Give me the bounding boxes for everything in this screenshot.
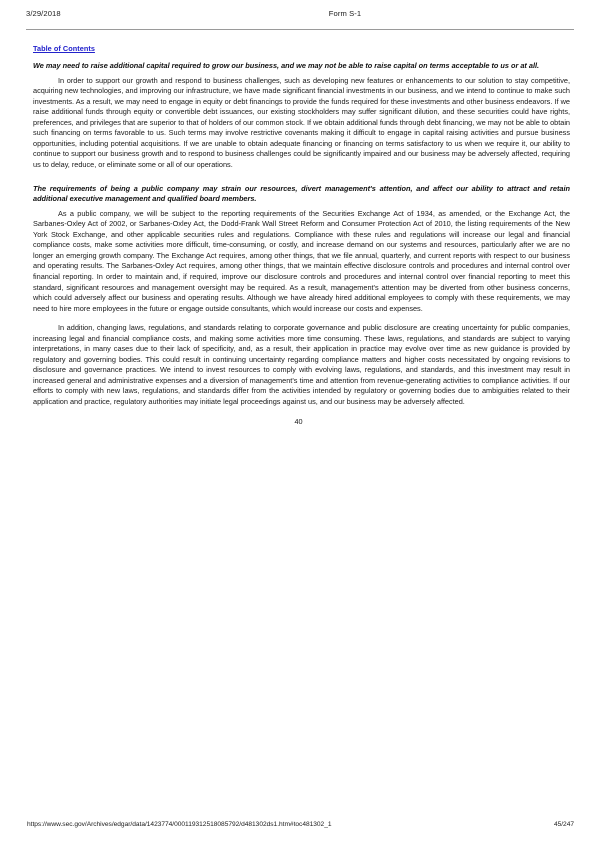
- table-of-contents-link[interactable]: Table of Contents: [33, 44, 95, 53]
- footer-page-indicator: 45/247: [553, 821, 574, 828]
- page-number: 40: [294, 416, 303, 426]
- risk-factor-heading-1: We may need to raise additional capital required to grow our business, and we may not be able to raise capital on terms acceptable to us or at all.: [33, 61, 540, 70]
- risk-factor-heading-2: The requirements of being a public company may strain our resources, divert management's attention, and affect our ability to attract and retain additional executive management and qualified board members.: [33, 183, 570, 204]
- risk-factor-paragraph-2-1: As a public company, we will be subject to the reporting requirements of the Securities Exchange Act of 1934, as amended, or the Exchange Act, the Sarbanes-Oxley Act of 2002, or Sarbanes-Oxley Act, the Dodd-Frank Wall Street Reform and Consumer Protection Act of 2010, the listing requirements of the New York Stock Exchange, and other applicable securities rules and regulations. Compliance with these rules and regulations will increase our legal and financial compliance costs, make some activities more difficult, time-consuming, or costly, and increase demand on our systems and resources, particularly after we are no longer an emerging growth company. The Exchange Act requires, among other things, that we file annual, quarterly, and current reports with respect to our business and operating results. The Sarbanes-Oxley Act requires, among other things, that we maintain effective disclosure controls and procedures and internal control over financial reporting. In order to maintain and, if required, improve our disclosure controls and procedures and internal control over financial reporting to meet this standard, significant resources and management oversight may be required. As a result, management's attention may be diverted from other business concerns, which could adversely affect our business and operating results. Although we have already hired additional employees to comply with these requirements, we may need to hire more employees in the future or engage outside consultants, which would increase our costs and expenses.: [33, 208, 570, 313]
- print-header: [0, 9, 600, 25]
- risk-factor-paragraph-2-2: In addition, changing laws, regulations, and standards relating to corporate governance and public disclosure are creating uncertainty for public companies, increasing legal and financial compliance costs, and making some activities more time consuming. These laws, regulations, and standards are subject to varying interpretations, in many cases due to their lack of specificity, and, as a result, their application in practice may evolve over time as new guidance is provided by regulatory and governing bodies. This could result in continuing uncertainty regarding compliance matters and higher costs necessitated by ongoing revisions to disclosure and governance practices. We intend to invest resources to comply with evolving laws, regulations, and standards, and this investment may result in increased general and administrative expenses and a diversion of management's time and attention from revenue-generating activities to compliance activities. If our efforts to comply with new laws, regulations, and standards differ from the activities intended by regulatory or governing bodies due to ambiguities related to their application and practice, regulatory authorities may initiate legal proceedings against us, and our business may be adversely affected.: [33, 323, 570, 406]
- document-content: [33, 61, 570, 426]
- header-document-title: Form S-1: [328, 9, 362, 18]
- header-date: 3/29/2018: [26, 9, 61, 18]
- risk-factor-paragraph-1-1: In order to support our growth and respond to business challenges, such as developing new features or enhancements to our solution to stay competitive, acquiring new technologies, and improving our infrastructure, we have made significant financial investments in our business, and we intend to continue to make such investments. As a result, we may need to engage in equity or debt financings to provide the funds required for these investments and other business endeavors. If we raise additional funds through equity or convertible debt issuances, our existing stockholders may suffer significant dilution, and these securities could have rights, preferences, and privileges that are superior to that of holders of our common stock. If we obtain additional funds through debt financing, we may not be able to obtain such financing on terms favorable to us. Such terms may involve restrictive covenants making it difficult to engage in capital raising activities and pursue business opportunities, including potential acquisitions. If we are unable to obtain adequate financing or financing on terms satisfactory to us when we require it, our ability to continue to support our business growth and to respond to business challenges could be significantly impaired and our business may be adversely affected, requiring us to delay, reduce, or eliminate some or all of our operations.: [33, 75, 570, 169]
- print-footer: [0, 821, 600, 835]
- header-divider: [26, 29, 574, 30]
- footer-source-url: https://www.sec.gov/Archives/edgar/data/1423774/000119312518085792/d481302ds1.htm#toc481302_1: [27, 821, 332, 828]
